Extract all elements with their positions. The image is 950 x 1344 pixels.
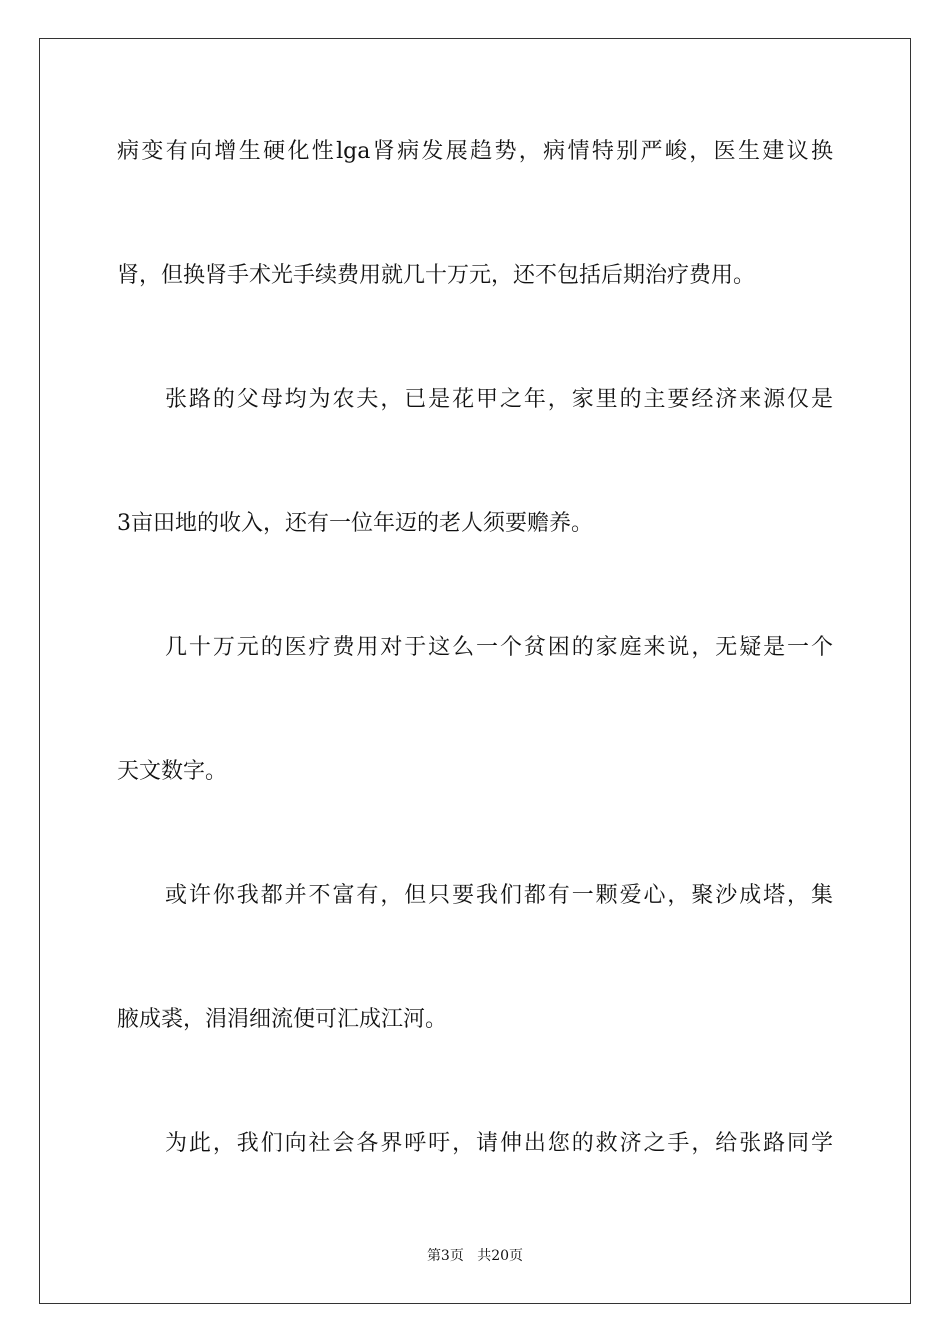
text-line-2: 肾，但换肾手术光手续费用就几十万元，还不包括后期治疗费用。 xyxy=(117,263,756,288)
text-line-8: 腋成裘，涓涓细流便可汇成江河。 xyxy=(117,1007,448,1032)
text-line-6: 天文数字。 xyxy=(117,759,228,784)
text-line-1: 病变有向增生硬化性lga肾病发展趋势，病情特别严峻，医生建议换 xyxy=(117,139,833,164)
text-line-3: 张路的父母均为农夫，已是花甲之年，家里的主要经济来源仅是 xyxy=(165,387,833,412)
page-total: 共20页 xyxy=(477,1248,524,1264)
page-footer xyxy=(0,1246,950,1266)
text-line-5: 几十万元的医疗费用对于这么一个贫困的家庭来说，无疑是一个 xyxy=(165,635,833,660)
text-line-7: 或许你我都并不富有，但只要我们都有一颗爱心，聚沙成塔，集 xyxy=(165,883,833,908)
text-line-9: 为此，我们向社会各界呼吁，请伸出您的救济之手，给张路同学 xyxy=(165,1131,833,1156)
text-line-4: 3亩田地的收入，还有一位年迈的老人须要赡养。 xyxy=(117,511,593,536)
page-number: 第3页 xyxy=(426,1248,464,1264)
page-border xyxy=(39,38,911,1304)
